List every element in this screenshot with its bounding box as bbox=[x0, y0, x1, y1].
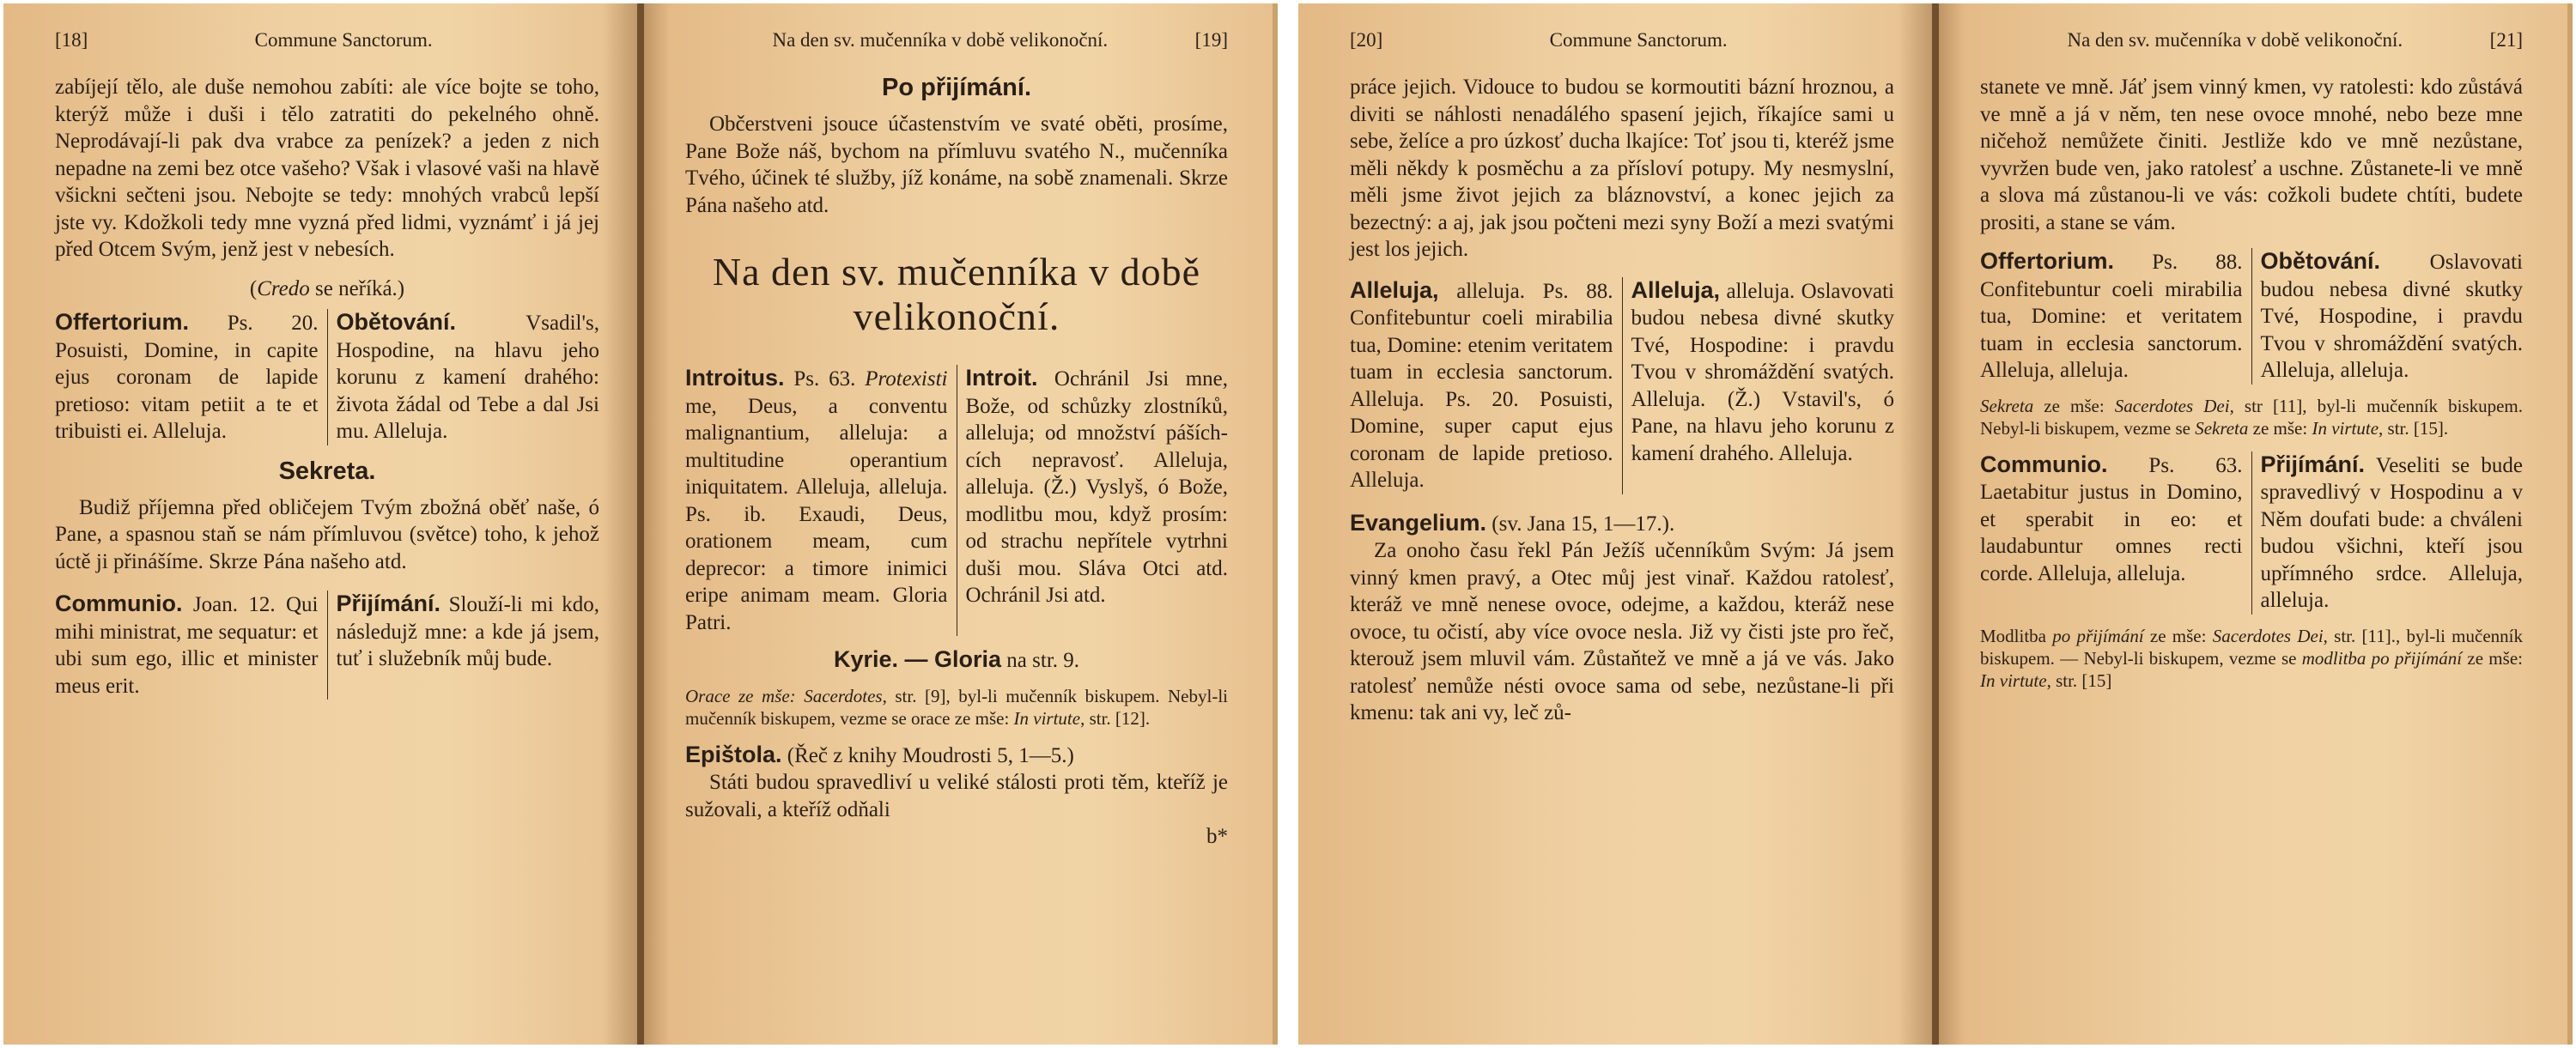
obetovani-heading: Obětování. bbox=[336, 309, 457, 335]
obetovani-text: Vsadil's, Hospodine, na hlavu jeho korunu z kamení drahého: života žádal od Tebe a dal Jsi mu. Alleluja. bbox=[336, 312, 599, 443]
orace-it2: In virtute bbox=[1013, 707, 1081, 729]
modlitba-note bbox=[1980, 625, 2523, 692]
epistola-heading: Epištola. bbox=[685, 741, 782, 767]
evangelium-heading: Evangelium. bbox=[1350, 509, 1487, 536]
introitus-ref: Ps. 63. bbox=[784, 367, 856, 391]
alleluja-latin bbox=[1350, 277, 1623, 494]
modl-e: , str. [15] bbox=[2046, 669, 2112, 691]
communio-latin bbox=[55, 591, 328, 700]
obetovani-czech bbox=[328, 309, 600, 445]
prijimani-heading: Přijímání. bbox=[2260, 451, 2366, 477]
prijimani-czech bbox=[2252, 451, 2524, 615]
evangelium-ref: (sv. Jana 15, 1—17.). bbox=[1486, 512, 1675, 536]
running-head bbox=[685, 29, 1228, 51]
section-title: Na den sv. mučenníka v době velikonoční. bbox=[712, 250, 1201, 338]
orace-a: Orace ze mše: bbox=[685, 685, 805, 706]
prijimani-czech bbox=[328, 591, 600, 700]
alleluja-cz-heading: Alleluja, bbox=[1631, 276, 1721, 303]
offertorium-latin bbox=[55, 309, 328, 445]
offertory-columns bbox=[1980, 248, 2523, 385]
communio-ref: Joan. 12. bbox=[182, 593, 276, 616]
sek-e: , str. [15]. bbox=[2379, 417, 2449, 439]
communio-ref: Ps. 63. bbox=[2107, 453, 2243, 477]
prijimani-heading: Přijímání. bbox=[336, 591, 441, 616]
kyrie-heading: Kyrie. — Gloria bbox=[833, 646, 1002, 672]
po-prijimani-text: Občerstveni jsouce účastenstvím ve svaté oběti, prosíme, Pane Bože náš, bychom na přímluvu svatého N., mučenníka Tvého, účinek té služby, jíž konáme, na sobě znamenali. Skrze Pána našeho atd. bbox=[685, 112, 1228, 217]
offertorium-heading: Offertorium. bbox=[1980, 248, 2115, 274]
offertorium-text: Confitebuntur coeli mirabilia tua, Domine: et veritatem tuam in ecclesia sanctorum. Alleluja, alleluja. bbox=[1980, 277, 2243, 382]
alleluja-czech bbox=[1623, 277, 1895, 494]
introit-heading: Introit. bbox=[965, 365, 1038, 391]
modl-it3: modlitba po přijímání bbox=[2301, 647, 2463, 669]
po-prijimani-heading: Po přijímání. bbox=[881, 74, 1032, 101]
communio-text: Laetabitur justus in Domino, et sperabit in eo: et laudabuntur omnes recti corde. Alleluja, alleluja. bbox=[1980, 481, 2243, 585]
sek-a: Sekreta bbox=[1980, 395, 2034, 416]
orace-it1: Sacerdotes bbox=[804, 685, 883, 706]
offertorium-heading: Offertorium. bbox=[55, 309, 190, 335]
obetovani-czech bbox=[2252, 248, 2524, 385]
sekreta-heading: Sekreta. bbox=[278, 457, 376, 485]
modl-it4: In virtute bbox=[1980, 669, 2047, 691]
book-gutter bbox=[637, 3, 644, 1045]
communio-heading: Communio. bbox=[55, 591, 183, 616]
evangelium-continuation: stanete ve mně. Jáť jsem vinný kmen, vy ratolesti: kdo zůstává ve mně a já v něm, ten nese ovoce mnohé, nebo beze mne ničehož nemůžete činiti. Jestliže kdo ve mně nezůstane, vyvržen bude ven, jako ratolesť a uschne. Zůstanete-li ve mně a slova má zůstanou-li ve vás: cožkoli budete chtíti, budete prositi, a stane se vám. bbox=[1980, 76, 2523, 234]
page-edge bbox=[1273, 3, 1278, 1045]
evangelium-line bbox=[1350, 510, 1894, 538]
running-head bbox=[1980, 29, 2523, 51]
orace-c: , str. [12]. bbox=[1080, 707, 1151, 729]
prijimani-text: Slouží-li mi kdo, následujž mne: a kde já jsem, tuť i služebník můj bude. bbox=[336, 593, 599, 670]
offertorium-ref: Ps. 20. bbox=[189, 312, 319, 335]
page-number: [20] bbox=[1350, 29, 1383, 51]
alleluja-czech-text: alleluja. Oslavovati budou nebesa divné skutky Tvé, Hospodine: i pravdu Tvou v shromáždění svatých. Alleluja. (Ž.) Vstavil's, ó Pane, na hlavu jeho korunu z kamení drahého. Alleluja. bbox=[1631, 279, 1894, 465]
communio-columns bbox=[55, 591, 599, 700]
epistola-line bbox=[685, 742, 1228, 770]
sek-it1: Sacerdotes Dei bbox=[2114, 395, 2230, 416]
epistola-continuation: práce jejich. Vidouce to budou se kormoutiti bázní hroznou, a diviti se náhlosti nenadálého spasení jejich, říkajíce sami u sebe, želíce a pro úzkosť ducha lkajíce: Toť jsou ti, kteréž jsme měli někdy k posměchu a za přísloví potupy. My nesmyslní, měli jsme život jejich za bláznovství, a konec jejich za bezectný: a aj, jak jsou počteni mezi syny Boží a mezi svatými jest los jejich. bbox=[1350, 76, 1894, 261]
kyrie-line bbox=[685, 646, 1228, 675]
running-title: Na den sv. mučenníka v době velikonoční. bbox=[2067, 29, 2403, 51]
sek-b: ze mše: bbox=[2033, 395, 2115, 416]
page-number: [18] bbox=[55, 29, 88, 51]
communio-text: Qui mihi ministrat, me sequatur: et ubi sum ego, illic et minister meus erit. bbox=[55, 593, 319, 698]
book-spread-left bbox=[3, 3, 1278, 1045]
credo-italic: Credo bbox=[257, 276, 310, 300]
page-21 bbox=[1939, 3, 2573, 1045]
page-number: [19] bbox=[1194, 29, 1228, 51]
obetovani-heading: Obětování. bbox=[2260, 248, 2381, 274]
page-edge bbox=[2567, 3, 2573, 1045]
running-head bbox=[55, 29, 599, 51]
book-spread-right bbox=[1298, 3, 2573, 1045]
sekreta-text: Budiž příjemna před obličejem Tvým zbožná oběť naše, ó Pane, a spasnou staň se nám přímluvou (světce) toho, k jehož úctě ji přinášíme. Skrze Pána našeho atd. bbox=[55, 495, 599, 573]
orace-b: , str. [9], byl-li mučenník biskupem. Nebyl-li mučenník biskupem, vezme se orace ze mše: bbox=[685, 685, 1229, 729]
orace-note bbox=[685, 685, 1228, 730]
modl-a: Modlitba bbox=[1980, 625, 2053, 646]
sek-it2: Sekreta bbox=[2195, 417, 2249, 439]
running-title: Na den sv. mučenníka v době velikonoční. bbox=[772, 29, 1109, 51]
sek-it3: In virtute bbox=[2312, 417, 2379, 439]
obetovani-text: Oslavovati budou nebesa divné skutky Tvé, Hospodine, i pravdu Tvou v shromáždění svatých. Alleluja, alleluja. bbox=[2260, 251, 2523, 382]
evangelium-text: Za onoho času řekl Pán Ježíš učenníkům Svým: Já jsem vinný kmen pravý, a Otec můj jest vinař. Každou ratolesť, kteráž ve mně nenese ovoce, odejme, a každou, kteráž nese ovoce, tu očistí, aby více ovoce nesla. Již vy čisti jste pro řeč, kterouž jsem mluvil vám. Zůstaňtež ve mně a já ve vás. Jako ratolesť nemůže nésti ovoce sama od sebe, nezůstane-li při kmenu: tak ani vy, leč zů- bbox=[1350, 539, 1894, 724]
credo-note: (Credo se neříká.) bbox=[249, 276, 405, 300]
page-20 bbox=[1298, 3, 1932, 1045]
offertory-columns bbox=[55, 309, 599, 445]
page-19 bbox=[644, 3, 1278, 1045]
modl-b: ze mše: bbox=[2143, 625, 2213, 646]
sek-d: ze mše: bbox=[2248, 417, 2312, 439]
page-number: [21] bbox=[2489, 29, 2523, 51]
introitus-incipit: Protexisti bbox=[865, 367, 948, 391]
modl-it2: Sacerdotes Dei bbox=[2212, 625, 2324, 646]
book-gutter bbox=[1932, 3, 1939, 1045]
introit-columns bbox=[685, 365, 1228, 636]
signature-mark: b* bbox=[1206, 825, 1228, 848]
prijimani-text: Veseliti se bude spravedlivý v Hospodinu a v Něm doufati bude: a chváleni budou všichni, kteří jsou upřímného srdce. Alleluja, alleluja. bbox=[2260, 453, 2523, 612]
sek-c: , str [11], byl-li mučenník biskupem. Nebyl-li biskupem, vezme se bbox=[1980, 395, 2523, 439]
modl-d: ze mše: bbox=[2462, 647, 2523, 669]
introitus-heading: Introitus. bbox=[685, 365, 785, 391]
communio-latin bbox=[1980, 451, 2252, 615]
credo-rest: se neříká.) bbox=[309, 276, 405, 300]
introit-czech bbox=[957, 365, 1229, 636]
sekreta-note bbox=[1980, 395, 2523, 439]
modl-c: , str. [11]., byl-li mučenník biskupem. — Nebyl-li biskupem, vezme se bbox=[1980, 625, 2523, 669]
running-head bbox=[1350, 29, 1894, 51]
communio-heading: Communio. bbox=[1980, 451, 2108, 477]
modl-it1: po přijímání bbox=[2052, 625, 2144, 646]
offertorium-latin bbox=[1980, 248, 2252, 385]
alleluja-heading: Alleluja, bbox=[1350, 276, 1439, 303]
page-18 bbox=[3, 3, 637, 1045]
epistola-text: Státi budou spravedliví u veliké stálosti proti těm, kteříž je sužovali, a kteříž odňali bbox=[685, 771, 1228, 821]
kyrie-rest: na str. 9. bbox=[1001, 649, 1080, 672]
gospel-continuation: zabíjejí tělo, ale duše nemohou zabíti: ale více bojte se toho, kterýž může i duši i tělo zatratiti do pekelného ohně. Neprodávají-li pak dva vrabce za penízek? a jeden z nich nepadne na zemi bez otce vašeho? Však i vlasové vaši na hlavě všickni sečteni jsou. Nebojte se tedy: mnohých vrabců lepší jste vy. Kdožkoli tedy mne vyzná před lidmi, vyznámť i já jej před Otcem Svým, jenž jest v nebesích. bbox=[55, 76, 599, 261]
running-title: Commune Sanctorum. bbox=[254, 29, 433, 51]
alleluja-columns bbox=[1350, 277, 1894, 494]
introitus-text: me, Deus, a conventu malignantium, alleluja: a multitudine operantium iniquitatem. Alleluja, alleluja. Ps. ib. Exaudi, Deus, orationem meam, cum deprecor: a timore inimici eripe animam meam. Gloria Patri. bbox=[685, 394, 948, 634]
alleluja-latin-text: alleluja. Ps. 88. Confitebuntur coeli mirabilia tua, Domine: etenim veritatem tuam in ecclesia sanctorum. Alleluja. Ps. 20. Posuisti, Domine, super caput ejus coronam de lapide pretioso. Alleluja. bbox=[1350, 279, 1613, 492]
offertorium-text: Posuisti, Domine, in capite ejus coronam de lapide pretioso: vitam petiit a te et tribuisti ei. Alleluja. bbox=[55, 338, 319, 443]
communio-columns bbox=[1980, 451, 2523, 615]
introit-text: Ochránil Jsi mne, Bože, od schůzky zlostníků, alleluja; od množství pášíchcích nepravosť. Alleluja, alleluja. (Ž.) Vyslyš, ó Bože, modlitbu mou, když prosím: od strachu nepřítele vytrhni duši mou. Sláva Otci atd. Ochránil Jsi atd. bbox=[965, 367, 1228, 607]
running-title: Commune Sanctorum. bbox=[1549, 29, 1728, 51]
introitus-latin bbox=[685, 365, 957, 636]
epistola-ref: (Řeč z knihy Moudrosti 5, 1—5.) bbox=[781, 743, 1074, 767]
offertorium-ref: Ps. 88. bbox=[2114, 251, 2243, 274]
